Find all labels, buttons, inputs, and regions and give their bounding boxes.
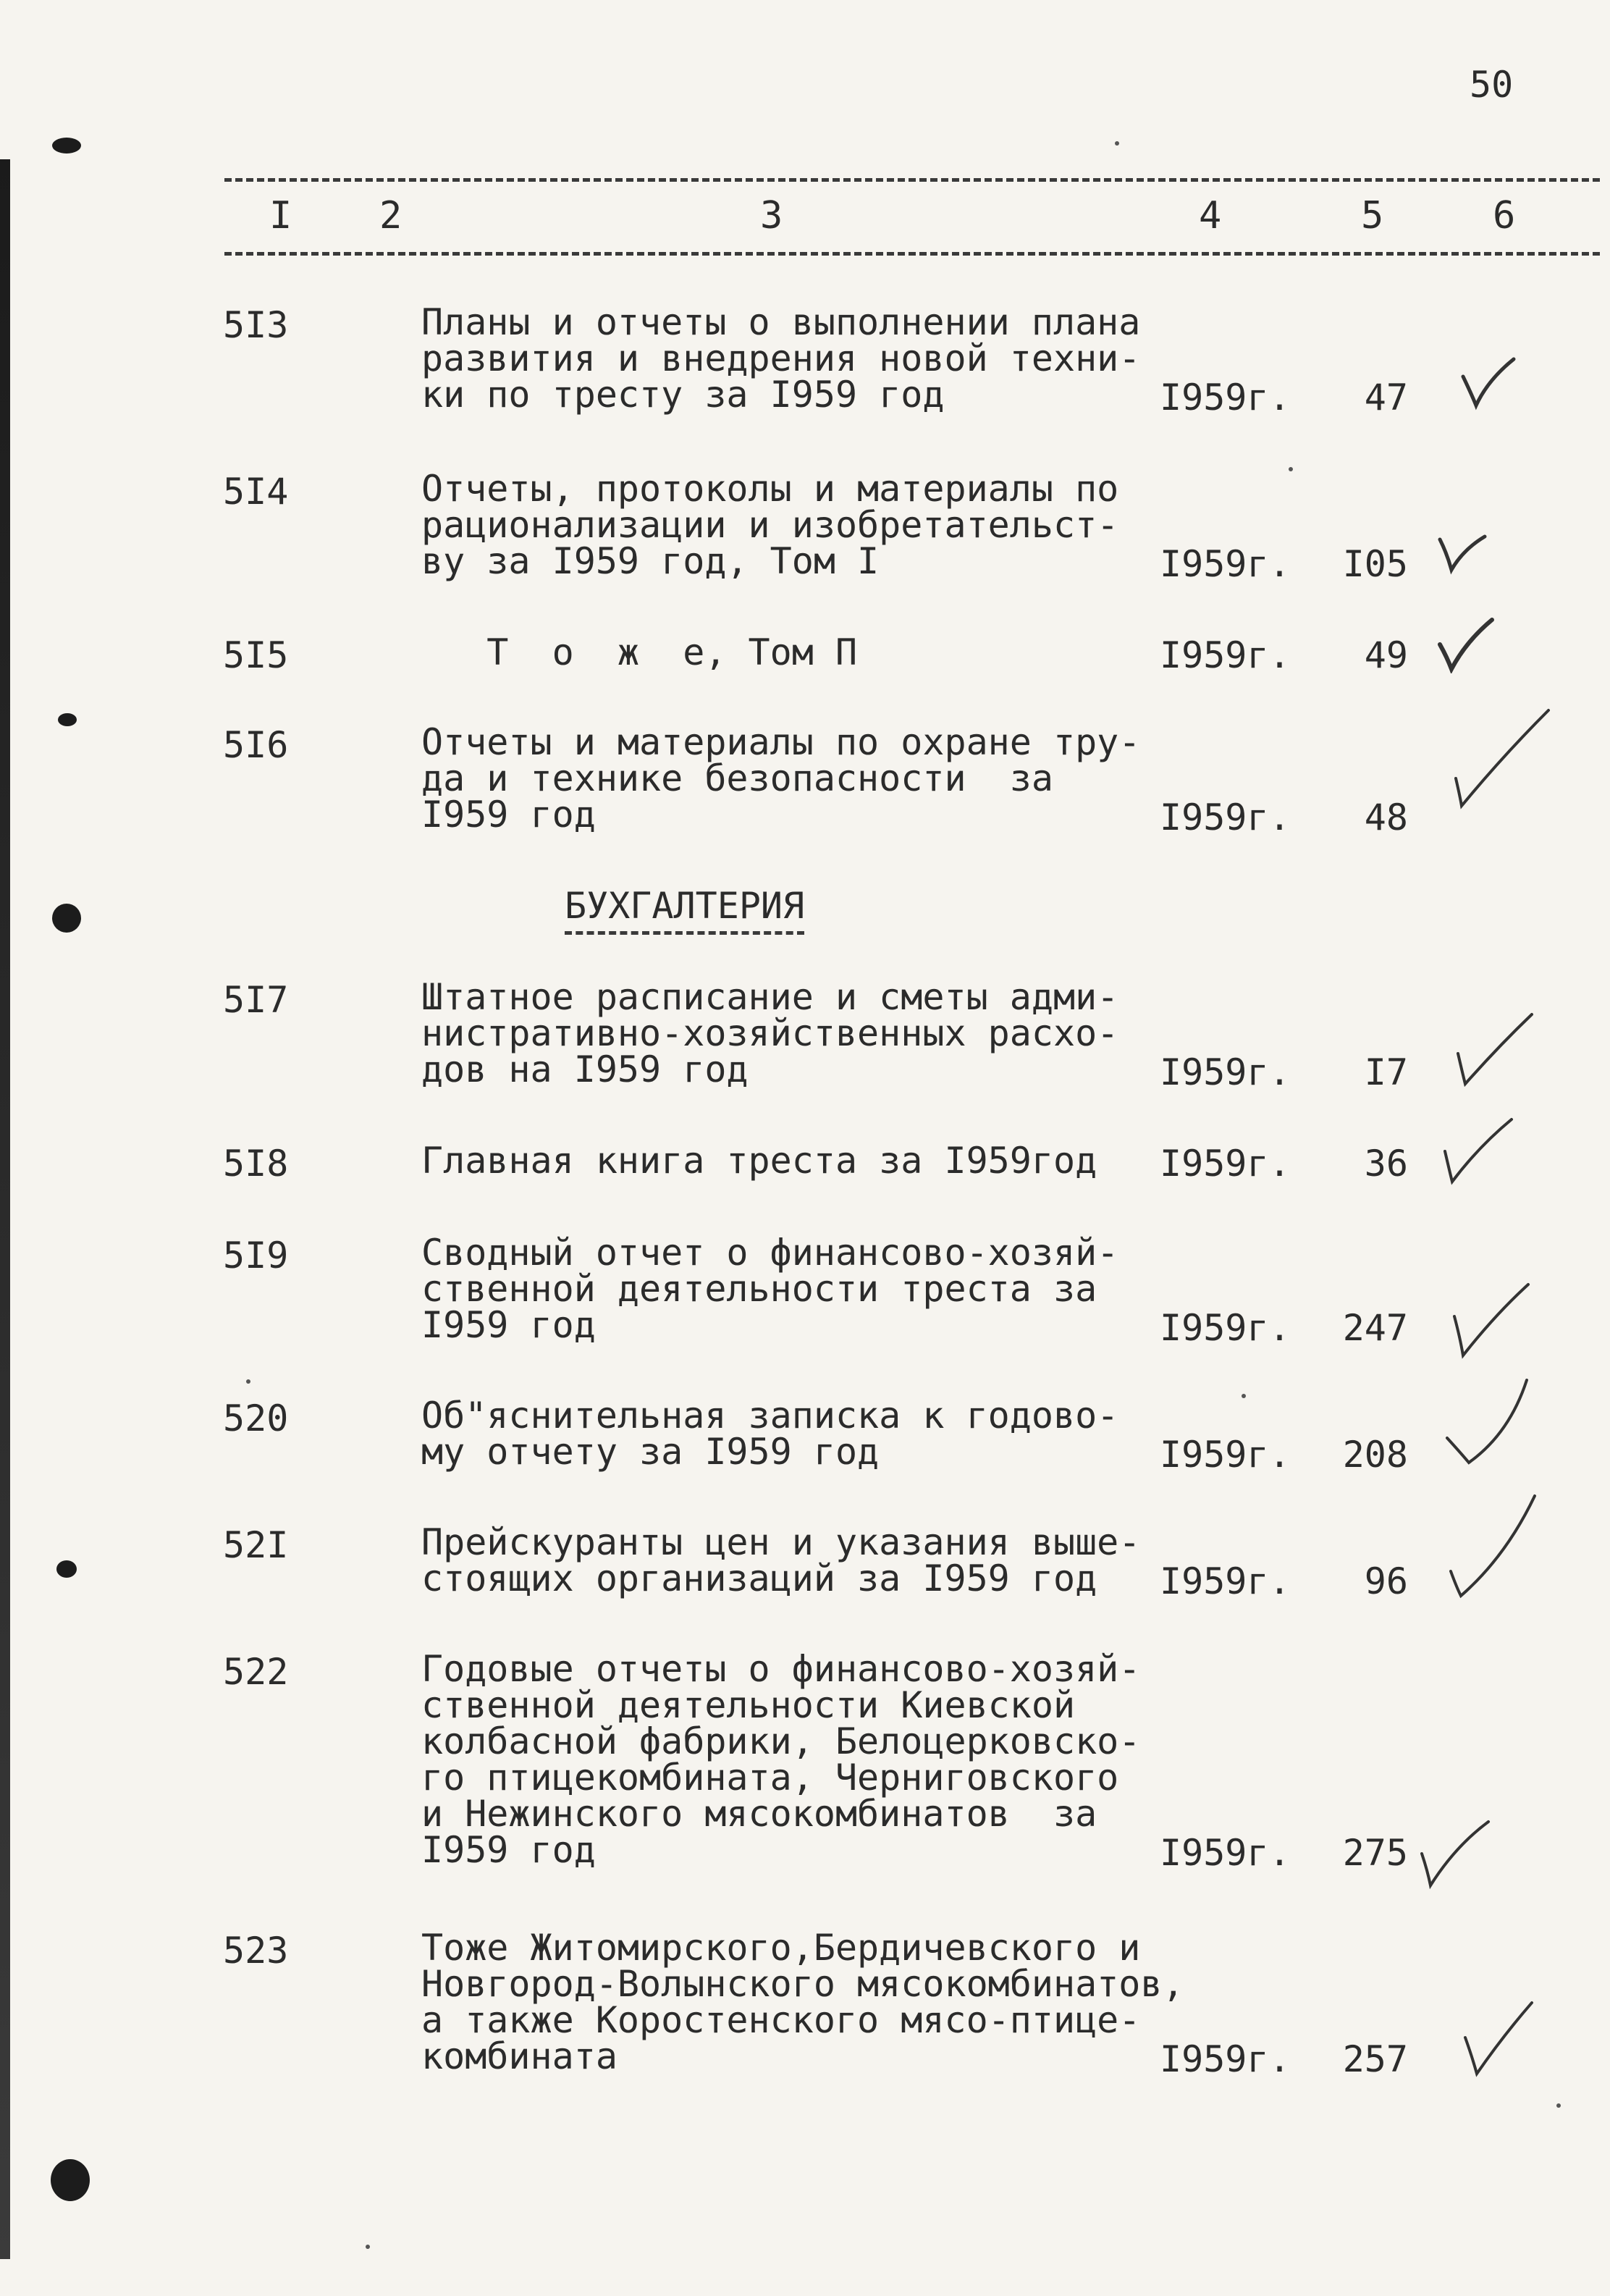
description-line: нистративно-хозяйственных расхо- [421,1012,1119,1054]
file-description [421,1232,1174,1346]
sheet-count: I7 [1364,1051,1408,1093]
file-number: 52I [223,1524,289,1566]
file-number: 5I9 [223,1235,289,1277]
file-description [421,976,1174,1090]
file-description [421,1648,1174,1871]
description-line: Штатное расписание и сметы адми- [421,976,1119,1018]
description-line: Отчеты и материалы по охране тру- [421,721,1141,763]
scan-speck [1242,1394,1246,1398]
sheet-count: 257 [1342,2038,1408,2080]
file-number: 5I6 [223,724,289,766]
description-line: Прейскуранты цен и указания выше- [421,1521,1141,1563]
section-heading: БУХГАЛТЕРИЯ [565,885,804,935]
file-number: 5I8 [223,1143,289,1185]
file-year: I959г. [1160,1560,1291,1602]
file-description [421,1395,1174,1473]
description-line: да и технике безопасности за [421,757,1053,799]
description-line: I959 год [421,1304,596,1346]
file-description [421,631,1174,673]
column-header-5: 5 [1361,194,1384,237]
description-line: Новгород-Волынского мясокомбинатов, [421,1963,1184,2005]
file-description [421,1140,1174,1182]
check-mark-icon [1444,1376,1538,1470]
ink-blot [52,904,81,933]
sheet-count: 275 [1342,1832,1408,1874]
sheet-count: 96 [1364,1560,1408,1602]
file-description [421,1927,1184,2077]
page-number: 50 [1470,64,1514,106]
description-line: ки по тресту за I959 год [421,374,945,416]
ink-blot [58,713,77,726]
sheet-count: 49 [1364,634,1408,676]
description-line: рационализации и изобретательст- [421,504,1119,546]
ink-blot [56,1560,77,1578]
file-year: I959г. [1160,377,1291,419]
scan-speck [1115,141,1119,146]
description-line: колбасной фабрики, Белоцерковско- [421,1720,1141,1762]
column-header-2: 2 [379,194,402,237]
scanned-page-edge [0,159,10,2259]
description-line: Т о ж е, Том П [421,631,858,673]
column-header-4: 4 [1199,194,1222,237]
file-number: 5I4 [223,471,289,513]
file-year: I959г. [1160,796,1291,838]
check-mark-icon [1455,1010,1535,1090]
description-line: Сводный отчет о финансово-хозяй- [421,1232,1119,1274]
check-mark-icon [1442,1115,1514,1187]
description-line: и Нежинского мясокомбинатов за [421,1793,1097,1835]
column-header-3: 3 [760,194,783,237]
description-line: го птицекомбината, Черниговского [421,1757,1119,1799]
scan-speck [246,1379,250,1384]
description-line: I959 год [421,1829,596,1871]
file-number: 5I5 [223,634,289,676]
header-top-rule [224,178,1600,182]
file-number: 522 [223,1651,289,1693]
file-number: 523 [223,1930,289,1972]
description-line: му отчету за I959 год [421,1431,880,1473]
sheet-count: 208 [1342,1434,1408,1476]
description-line: I959 год [421,794,596,836]
ink-blot [52,138,81,154]
description-line: стоящих организаций за I959 год [421,1557,1097,1599]
file-year: I959г. [1160,1143,1291,1185]
check-mark-icon [1451,1280,1531,1360]
sheet-count: 47 [1364,377,1408,419]
description-line: ственной деятельности Киевской [421,1684,1076,1726]
description-line: Главная книга треста за I959год [421,1140,1097,1182]
header-bottom-rule [224,252,1600,256]
sheet-count: 247 [1342,1307,1408,1349]
ink-blot [51,2159,90,2201]
description-line: Об"яснительная записка к годово- [421,1395,1119,1437]
file-year: I959г. [1160,2038,1291,2080]
file-year: I959г. [1160,543,1291,585]
file-description [421,468,1174,582]
file-number: 5I7 [223,979,289,1021]
description-line: Годовые отчеты о финансово-хозяй- [421,1648,1141,1690]
description-line: комбината [421,2035,618,2077]
description-line: дов на I959 год [421,1048,749,1090]
file-number: 520 [223,1397,289,1439]
file-year: I959г. [1160,1434,1291,1476]
file-number: 5I3 [223,304,289,346]
file-year: I959г. [1160,1051,1291,1093]
file-year: I959г. [1160,1832,1291,1874]
column-header-6: 6 [1493,194,1516,237]
scan-speck [366,2245,370,2249]
check-mark-icon [1448,1492,1542,1600]
sheet-count: 48 [1364,796,1408,838]
scan-speck [1289,467,1293,471]
check-mark-icon [1419,1817,1491,1890]
check-mark-icon [1437,615,1495,673]
column-header-1: I [269,194,292,237]
description-line: а также Коростенского мясо-птице- [421,1999,1141,2041]
description-line: Планы и отчеты о выполнении плана [421,301,1141,343]
scan-speck [1556,2103,1561,2108]
check-mark-icon [1451,706,1553,815]
check-mark-icon [1437,532,1488,576]
description-line: Тоже Житомирского,Бердичевского и [421,1927,1141,1969]
description-line: развития и внедрения новой техни- [421,337,1141,379]
description-line: ву за I959 год, Том I [421,540,880,582]
file-year: I959г. [1160,1307,1291,1349]
sheet-count: I05 [1342,543,1408,585]
sheet-count: 36 [1364,1143,1408,1185]
check-mark-icon [1459,355,1517,413]
description-line: ственной деятельности треста за [421,1268,1097,1310]
file-description [421,301,1174,416]
file-year: I959г. [1160,634,1291,676]
description-line: Отчеты, протоколы и материалы по [421,468,1119,510]
file-description [421,721,1174,836]
file-description [421,1521,1174,1599]
check-mark-icon [1462,1998,1535,2078]
